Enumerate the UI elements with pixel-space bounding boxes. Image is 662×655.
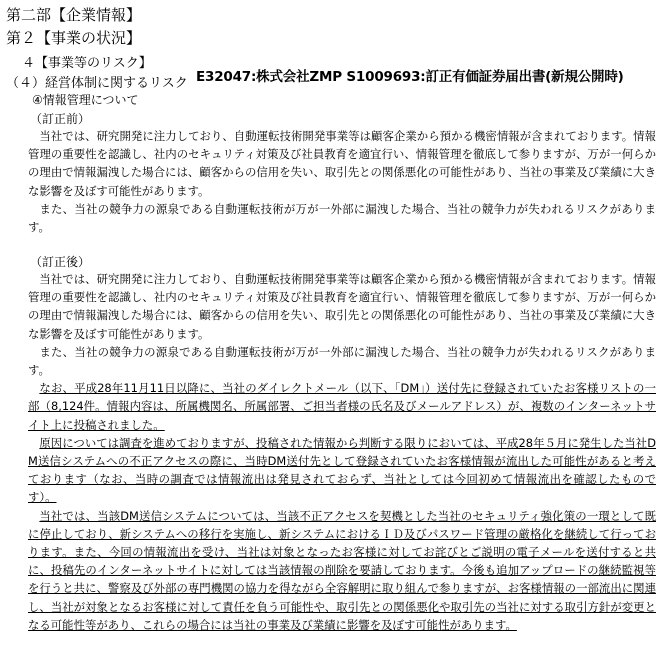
paragraph: 当社では、研究開発に注力しており、自動運転技術開発事業等は顧客企業から預かる機密情報が含まれております。情報管理の重要性を認識し、社内のセキュリティ対策及び社員教育を適宜行い、情報管理を徹底して参りますが、万が一何らかの理由で情報漏洩した場合には、顧客からの信用を失い、取引先との関係悪化の可能性があり、当社の事業及び業績に大きな影響を及ぼす可能性があります。 [28,129,656,198]
after-correction-body [28,270,656,634]
chapter-heading: 第２【事業の状況】 [6,29,142,47]
document-id: E32047:株式会社ZMP S1009693:訂正有価証券届出書(新規公開時) [196,69,624,85]
before-correction-label: （訂正前） [30,112,91,126]
paragraph: 当社では、研究開発に注力しており、自動運転技術開発事業等は顧客企業から預かる機密情報が含まれております。情報管理の重要性を認識し、社内のセキュリティ対策及び社員教育を適宜行い、情報管理を徹底して参りますが、万が一何らかの理由で情報漏洩した場合には、顧客からの信用を失い、取引先との関係悪化の可能性があり、当社の事業及び業績に大きな影響を及ぼす可能性があります。 [28,272,656,341]
item-title: ④情報管理について [32,93,139,107]
subsection-heading: （４）経営体制に関するリスク [6,76,188,91]
section-heading: ４【事業等のリスク】 [22,56,152,71]
added-paragraph: 当社では、当該DM送信システムについては、当該不正アクセスを契機とした当社のセキュリティ強化策の一環として既に停止しており、新システムへの移行を実施し、新システムにおけるＩＤ及びパスワード管理の厳格化を継続して行っております。また、今回の情報流出を受け、当社は対象となったお客様に対してお詫びとご説明の電子メールを送付すると共に、投稿先のインターネットサイトに対しては当該情報の削除を要請しております。今後も追加アップロードの継続監視等を行うと共に、警察及び外部の専門機関の協力を得ながら全容解明に取り組んで参りますが、お客様情報の一部流出に関連し、当社が対象となるお客様に対して責任を負う可能性や、取引先との関係悪化や取引先の当社に対する取引方針が変更となる可能性等があり、これらの場合には当社の事業及び業績に影響を及ぼす可能性があります。 [28,508,656,632]
part-heading: 第二部【企業情報】 [6,6,142,24]
paragraph: また、当社の競争力の源泉である自動運転技術が万が一外部に漏洩した場合、当社の競争力が失われるリスクがあります。 [28,344,656,378]
before-correction-body [28,127,656,236]
added-paragraph: なお、平成28年11月11日以降に、当社のダイレクトメール（以下、「DM」）送付先に登録されていたお客様リストの一部（8,124件。情報内容は、所属機関名、所属部署、ご担当者様の氏名及びメールアドレス）が、複数のインターネットサイト上に投稿されました。 [28,381,656,432]
added-paragraph: 原因については調査を進めておりますが、投稿された情報から判断する限りにおいては、平成28年５月に発生した当社DM送信システムへの不正アクセスの際に、当時DM送付先として登録されていたお客様情報が流出した可能性があると考えております（なお、当時の調査では情報流出は発見されておらず、当社としては今回初めて情報流出を確認したものです）。 [28,435,656,505]
after-correction-label: （訂正後） [30,255,91,269]
paragraph: また、当社の競争力の源泉である自動運転技術が万が一外部に漏洩した場合、当社の競争力が失われるリスクがあります。 [28,201,656,235]
